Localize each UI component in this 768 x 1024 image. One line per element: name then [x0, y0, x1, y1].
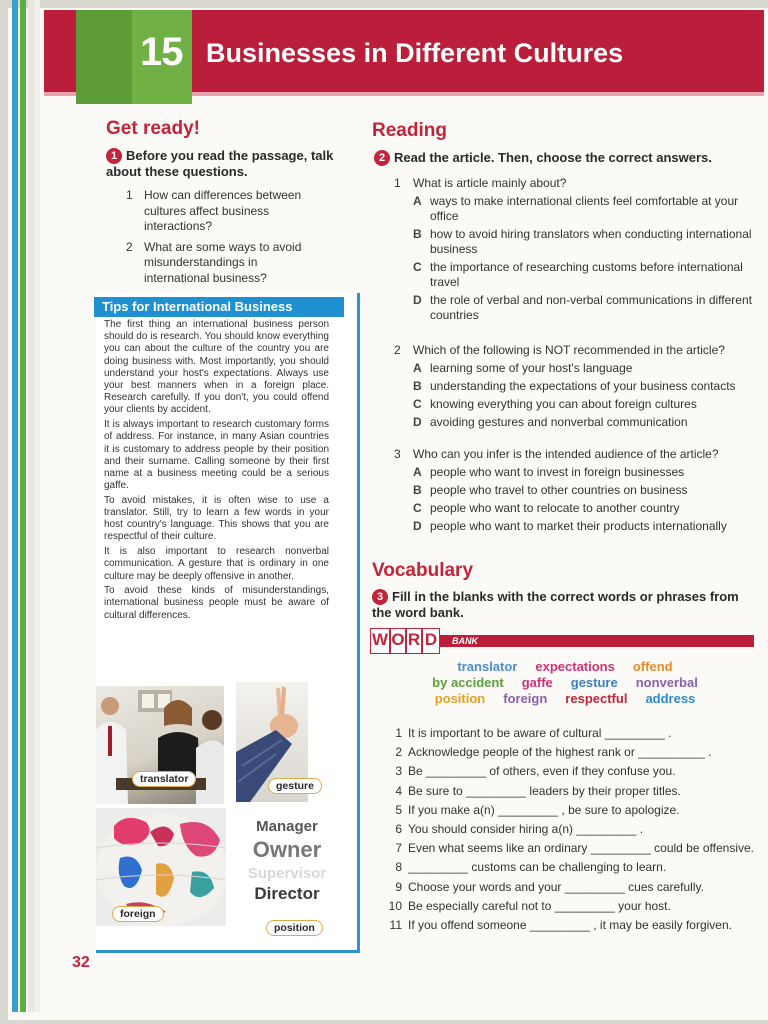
word-bank-letter: W	[370, 628, 390, 654]
list-item: 1 How can differences between cultures affect business interactions?	[126, 188, 302, 233]
answer-option[interactable]: C knowing everything you can about foreign cultures	[413, 397, 697, 411]
answer-option[interactable]: B how to avoid hiring translators when conducting international business	[413, 227, 752, 256]
tips-title: Tips for International Business	[94, 297, 344, 317]
tag-translator: translator	[132, 771, 196, 787]
tips-paragraph: The first thing an international business person should do is research. You should know everything you can about the culture of the country you are doing business with. Most importantly, you should understand your host's expectations. Always use your best manners when in a foreign place. Research carefully. If you don't, you could offend your clients by accident.	[104, 319, 329, 416]
word-bank-row	[400, 691, 730, 707]
tag-foreign: foreign	[112, 906, 164, 922]
answer-option[interactable]: D the role of verbal and non-verbal communications in different countries	[413, 293, 752, 322]
unit-number: 15	[140, 30, 183, 74]
list-item: 6 You should consider hiring a(n) _________ .	[395, 822, 644, 837]
tag-position: position	[266, 920, 323, 936]
word-bank-row	[400, 675, 730, 691]
list-item: 7 Even what seems like an ordinary _________ could be offensive.	[395, 841, 755, 856]
word-bank-letter: D	[422, 628, 440, 654]
list-item: 4 Be sure to _________ leaders by their proper titles.	[395, 783, 681, 798]
title-manager: Manager	[256, 818, 318, 835]
reading-question-3: 3 Who can you infer is the intended audience of the article? A people who want to invest in foreign businesses B people who travel to other countries on business C people who want to relocate to another country D people who want to market their products internationally	[394, 447, 760, 537]
word-bank-list	[400, 659, 730, 707]
list-item: 2 Acknowledge people of the highest rank or __________ .	[395, 745, 712, 760]
list-item: 3 Be _________ of others, even if they confuse you.	[395, 764, 676, 779]
page-number: 32	[72, 954, 90, 971]
reading-question-2: 2 Which of the following is NOT recommended in the article? A learning some of your host's language B understanding the expectations of your business contacts C knowing everything you can about foreign cultures D avoiding gestures and nonverbal communication	[394, 343, 760, 433]
word-bank-item: expectations	[535, 659, 615, 674]
answer-option[interactable]: C the importance of researching customs before international travel	[413, 260, 743, 289]
answer-option[interactable]: D people who want to market their products internationally	[413, 519, 727, 533]
word-bank-item: nonverbal	[635, 675, 698, 690]
answer-option[interactable]: A people who want to invest in foreign businesses	[413, 465, 685, 479]
reading-instruction: 2 Read the article. Then, choose the correct answers.	[374, 150, 760, 166]
word-bank-item: position	[434, 691, 486, 706]
exercise-number-badge: 3	[372, 589, 388, 605]
fill-in-sentences	[388, 724, 758, 935]
answer-option[interactable]: C people who want to relocate to another country	[413, 501, 680, 515]
get-ready-heading: Get ready!	[106, 118, 200, 139]
word-bank-item: translator	[457, 659, 518, 674]
job-titles-graphic	[232, 818, 342, 904]
tips-paragraph: It is also important to research nonverbal communication. A gesture that is ordinary in one culture may be deeply offensive in another.	[104, 546, 329, 582]
word-bank-row	[400, 659, 730, 675]
exercise-number-badge: 1	[106, 148, 122, 164]
answer-option[interactable]: D avoiding gestures and nonverbal communication	[413, 415, 688, 429]
tips-article	[104, 319, 329, 624]
word-bank-letter: O	[390, 628, 406, 654]
list-item: 8 _________ customs can be challenging to learn.	[395, 860, 667, 875]
get-ready-instruction: 1 Before you read the passage, talk about these questions.	[106, 148, 334, 179]
word-bank-label: BANK	[452, 636, 478, 646]
list-item: 5 If you make a(n) _________ , be sure to apologize.	[395, 802, 680, 817]
word-bank-item: gaffe	[521, 675, 553, 690]
word-bank-item: by accident	[432, 675, 504, 690]
tips-paragraph: To avoid these kinds of misunderstandings, international business people must be aware of cultural differences.	[104, 585, 329, 621]
list-item: 10 Be especially careful not to _________ your host.	[388, 898, 671, 913]
page-edge	[12, 0, 18, 1012]
exercise-number-badge: 2	[374, 150, 390, 166]
vocabulary-heading: Vocabulary	[372, 560, 474, 581]
list-item: 11 If you offend someone _________ , it may be easily forgiven.	[389, 918, 732, 933]
word-bank-item: gesture	[570, 675, 618, 690]
list-item: 1 It is important to be aware of cultural _________ .	[395, 726, 672, 740]
title-director: Director	[254, 884, 320, 903]
answer-option[interactable]: B understanding the expectations of your business contacts	[413, 379, 736, 393]
answer-option[interactable]: A ways to make international clients feel comfortable at your office	[413, 194, 739, 223]
word-bank-item: respectful	[565, 691, 628, 706]
word-bank-item: foreign	[503, 691, 548, 706]
unit-title: Businesses in Different Cultures	[206, 38, 624, 68]
reading-heading: Reading	[372, 120, 447, 141]
title-supervisor: Supervisor	[247, 865, 327, 882]
vocabulary-instruction: 3 Fill in the blanks with the correct words or phrases from the word bank.	[372, 589, 739, 620]
tips-paragraph: To avoid mistakes, it is often wise to use a translator. Still, try to learn a few words in your host country's language. This shows that you are respectful of their culture.	[104, 494, 329, 543]
unit-number-tab-shade	[76, 10, 132, 104]
page-edge	[20, 0, 26, 1012]
reading-question-1: 1 What is article mainly about? A ways to make international clients feel comfortable at your office B how to avoid hiring translators when conducting international business C the importance of researching customs before international travel D the role of verbal and non-verbal communications in different countries	[394, 176, 760, 326]
answer-option[interactable]: B people who travel to other countries on business	[413, 483, 688, 497]
list-item: 9 Choose your words and your _________ cues carefully.	[395, 879, 704, 894]
word-bank-letter: R	[406, 628, 422, 654]
title-owner: Owner	[252, 837, 322, 862]
tag-gesture: gesture	[268, 778, 322, 794]
page-edge	[34, 0, 40, 1012]
answer-option[interactable]: A learning some of your host's language	[413, 361, 633, 375]
tips-paragraph: It is always important to research customary forms of address. For instance, in many Asian countries it is customary to address people by their position and their surname. Calling someone by their first name at a business meeting could be a serious gaffe.	[104, 419, 329, 492]
get-ready-questions	[126, 188, 326, 291]
word-bank-item: offend	[632, 659, 673, 674]
word-bank-item: address	[645, 691, 696, 706]
list-item: 2 What are some ways to avoid misunderstandings in international business?	[126, 239, 302, 285]
